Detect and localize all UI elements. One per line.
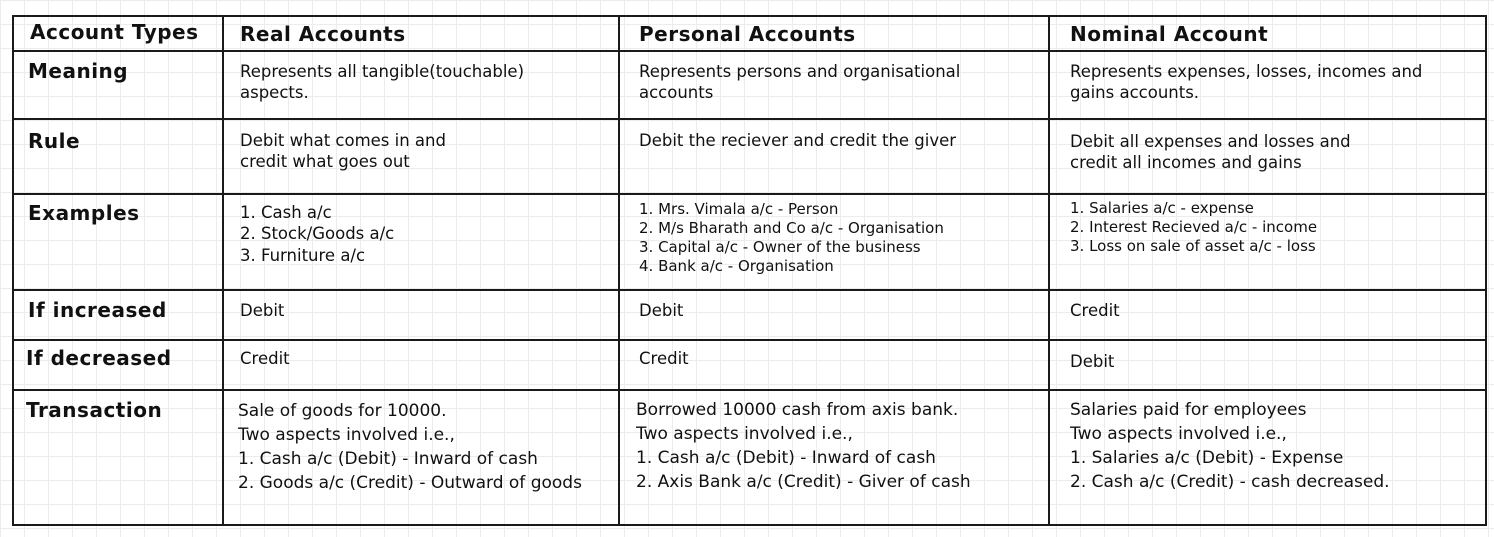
increased-nominal: Credit — [1070, 301, 1120, 320]
row-divider — [12, 289, 1487, 291]
col-divider — [222, 15, 224, 526]
increased-personal: Debit — [639, 301, 684, 320]
row-label-transaction: Transaction — [26, 398, 163, 422]
row-divider — [12, 50, 1487, 52]
meaning-nominal: Represents expenses, losses, incomes and gains accounts. — [1070, 62, 1423, 103]
decreased-nominal: Debit — [1070, 352, 1115, 371]
header-personal-accounts: Personal Accounts — [639, 22, 856, 46]
header-account-types: Account Types — [30, 20, 199, 44]
increased-real: Debit — [240, 301, 285, 320]
decreased-real: Credit — [240, 349, 290, 368]
examples-real: 1. Cash a/c 2. Stock/Goods a/c 3. Furniture a/c — [240, 203, 395, 265]
header-nominal-account: Nominal Account — [1070, 22, 1269, 46]
row-divider — [12, 118, 1487, 120]
header-real-accounts: Real Accounts — [240, 22, 406, 46]
table-border-bottom — [12, 524, 1487, 526]
row-divider — [12, 389, 1487, 391]
meaning-real: Represents all tangible(touchable) aspects. — [240, 62, 525, 103]
transaction-personal: Borrowed 10000 cash from axis bank. Two aspects involved i.e., 1. Cash a/c (Debit) - Inward of cash 2. Axis Bank a/c (Credit) - Giver of cash — [636, 400, 971, 493]
transaction-nominal: Salaries paid for employees Two aspects involved i.e., 1. Salaries a/c (Debit) - Expense 2. Cash a/c (Credit) - cash decreased. — [1070, 400, 1390, 493]
meaning-personal: Represents persons and organisational accounts — [639, 62, 961, 103]
row-label-if-increased: If increased — [28, 298, 167, 322]
row-divider — [12, 339, 1487, 341]
col-divider — [1048, 15, 1050, 526]
table-border-right — [1485, 15, 1487, 526]
row-divider — [12, 193, 1487, 195]
examples-personal: 1. Mrs. Vimala a/c - Person 2. M/s Bharath and Co a/c - Organisation 3. Capital a/c - Owner of the business 4. Bank a/c - Organisation — [639, 200, 944, 276]
rule-nominal: Debit all expenses and losses and credit all incomes and gains — [1070, 132, 1351, 173]
row-label-meaning: Meaning — [28, 59, 129, 83]
decreased-personal: Credit — [639, 349, 689, 368]
transaction-real: Sale of goods for 10000. Two aspects involved i.e., 1. Cash a/c (Debit) - Inward of cash 2. Goods a/c (Credit) - Outward of goods — [238, 401, 582, 494]
row-label-if-decreased: If decreased — [26, 346, 172, 370]
rule-personal: Debit the reciever and credit the giver — [639, 131, 957, 150]
col-divider — [618, 15, 620, 526]
examples-nominal: 1. Salaries a/c - expense 2. Interest Recieved a/c - income 3. Loss on sale of asset a/c - loss — [1070, 199, 1318, 256]
table-border-top — [12, 15, 1487, 17]
row-label-examples: Examples — [28, 201, 140, 225]
row-label-rule: Rule — [28, 129, 81, 153]
table-border-left — [12, 15, 14, 526]
rule-real: Debit what comes in and credit what goes out — [240, 131, 446, 172]
